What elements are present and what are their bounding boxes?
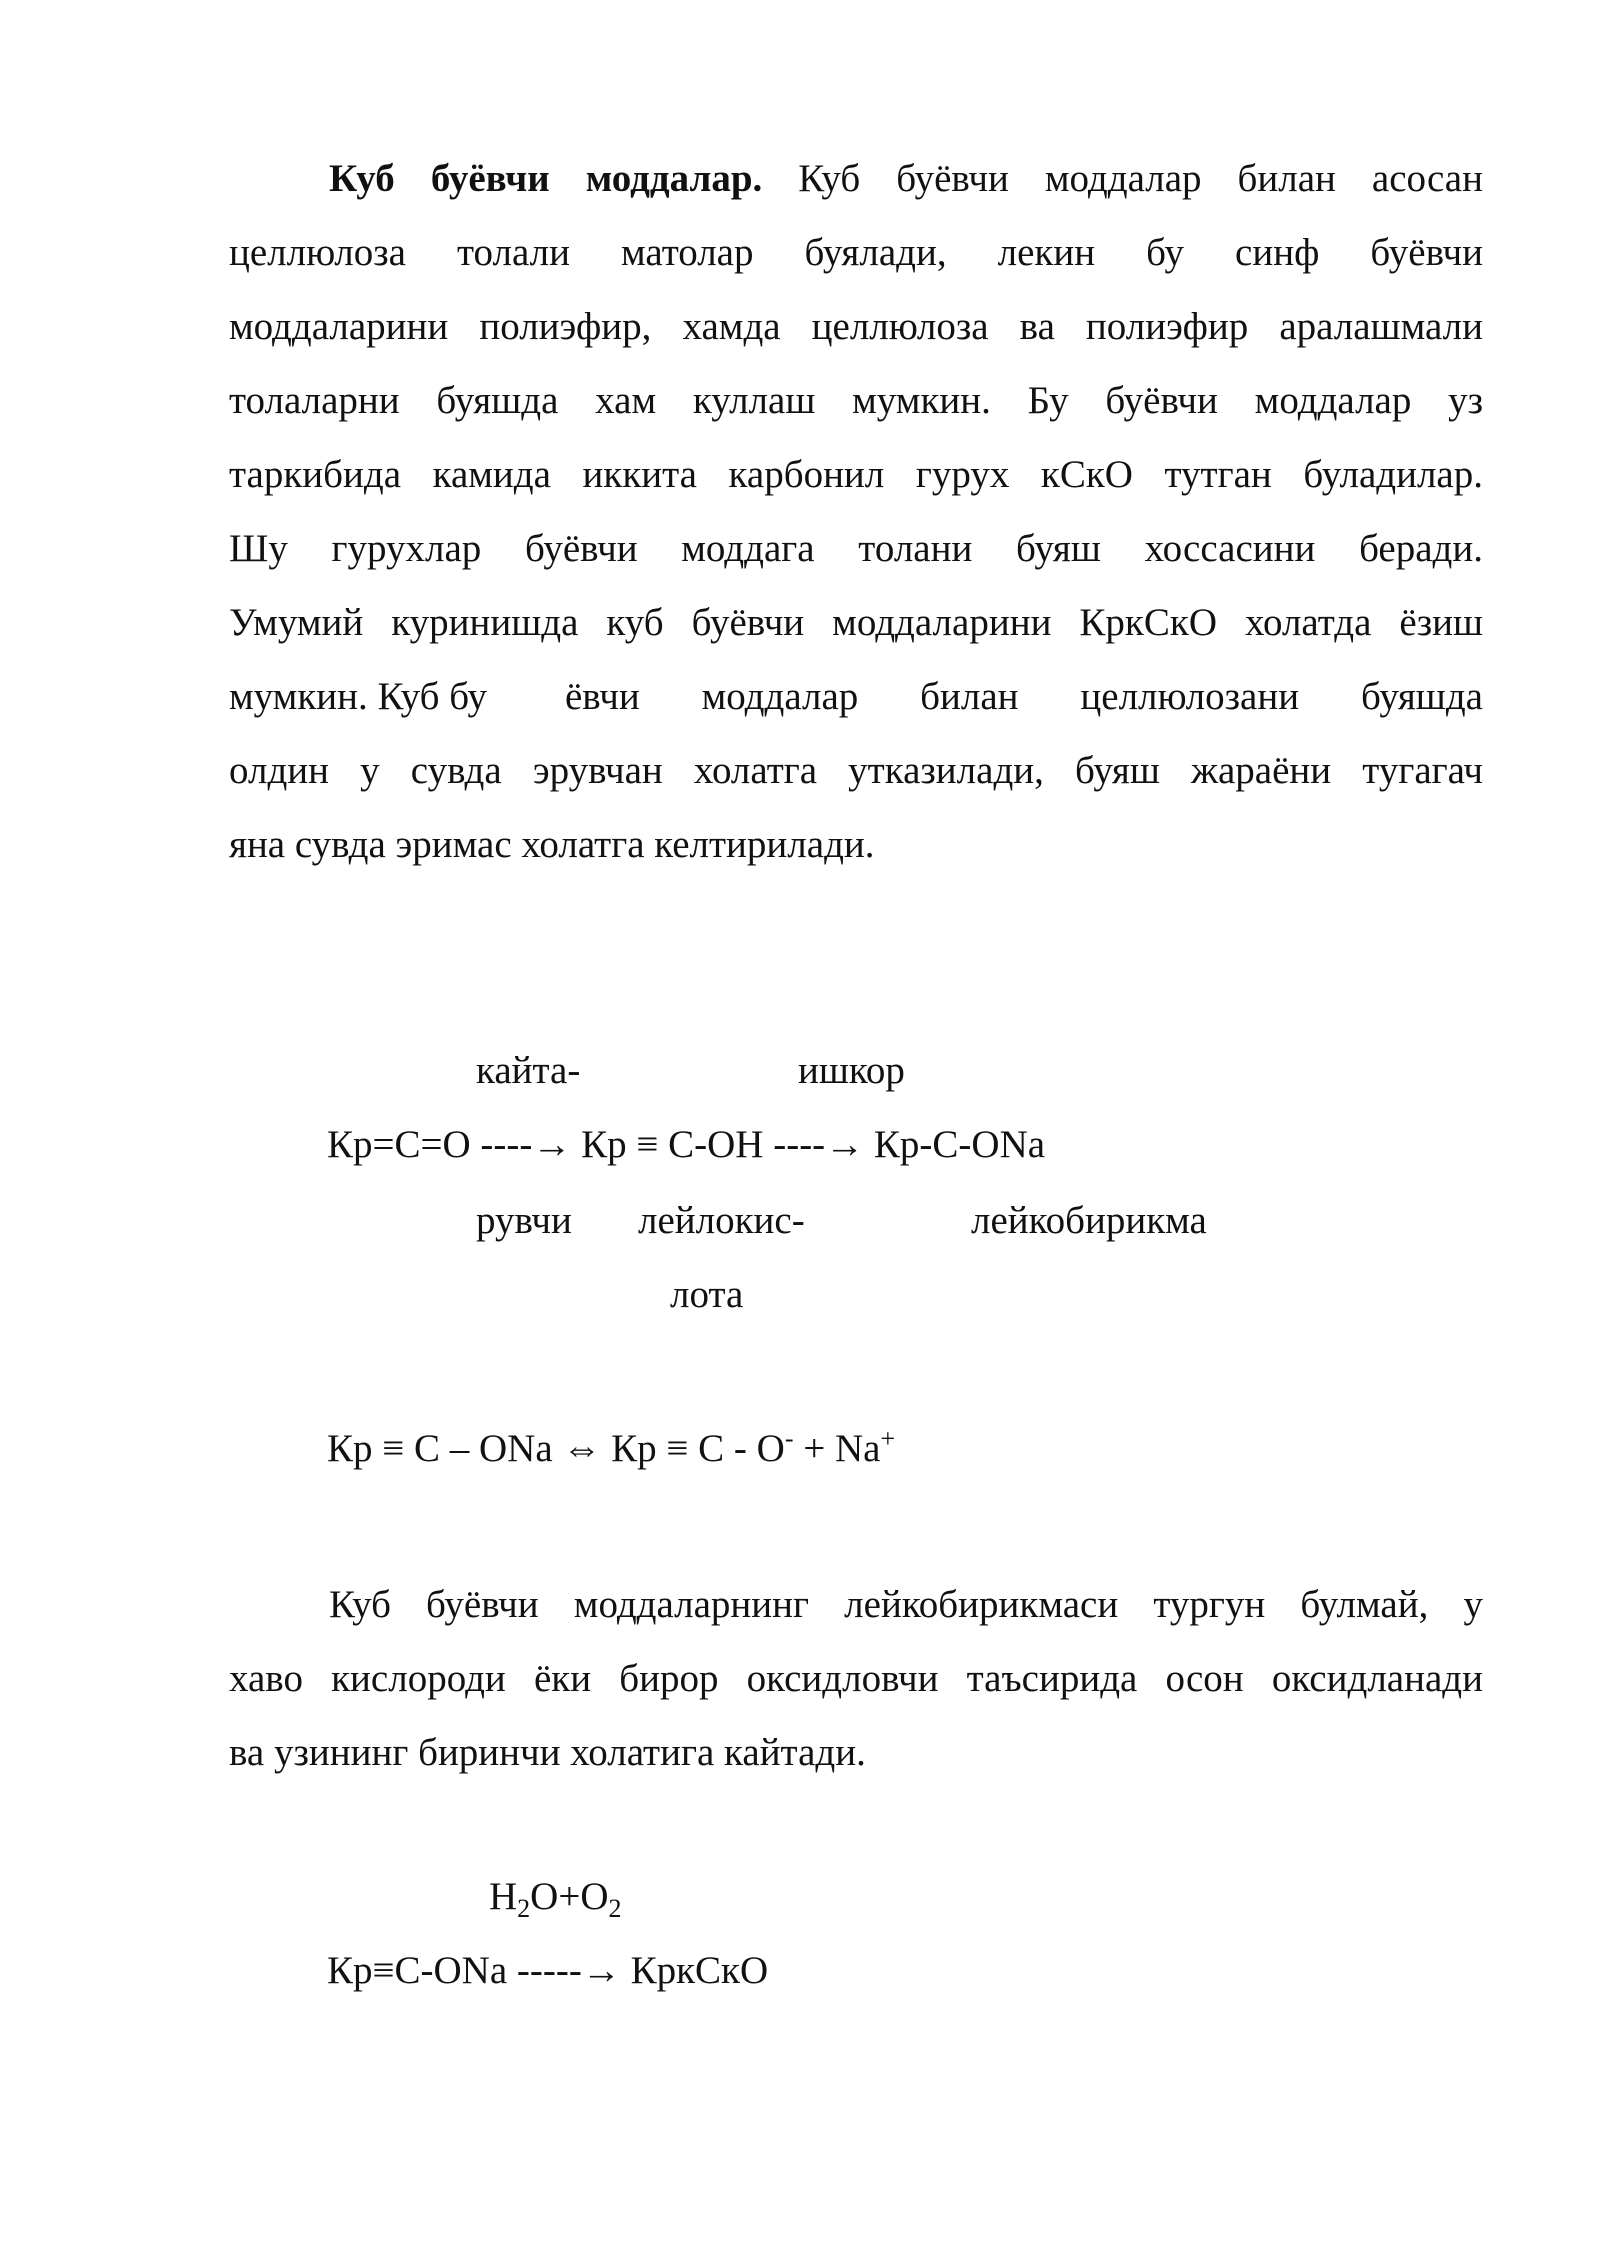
- reaction-equation: Кр≡С-ОNa -----→ КркСкО: [327, 1949, 769, 1992]
- section-heading: Куб буёвчи моддалар.: [329, 157, 763, 200]
- text-line: мумкин. Куб бу ёвчи моддалар билан целлюлозани буяшда: [229, 675, 1483, 718]
- text-line: ва узининг биринчи холатига кайтади.: [229, 1731, 866, 1774]
- text-line: олдин у сувда эрувчан холатга утказилади, буяш жараёни тугагач: [229, 749, 1483, 792]
- equilibrium-equation: Кр ≡ С – ОNa ⇔ Кр ≡ С - О- + Na+: [327, 1424, 896, 1470]
- text-line: Шу гурухлар буёвчи моддага толани буяш хоссасини беради.: [229, 527, 1483, 570]
- compound-label: лейлокис-: [638, 1199, 805, 1242]
- arrow-label-top: ишкор: [798, 1049, 905, 1092]
- text-line: Куб буёвчи моддалар. Куб буёвчи моддалар билан асосан: [329, 157, 1483, 200]
- text-line: таркибида камида иккита карбонил гурух кСкО тутган буладилар.: [229, 453, 1483, 496]
- text-line: Умумий куринишда куб буёвчи моддаларини КркСкО холатда ёзиш: [229, 601, 1483, 644]
- text-line: моддаларини полиэфир, хамда целлюлоза ва полиэфир аралашмали: [229, 305, 1483, 348]
- text-line: толаларни буяшда хам куллаш мумкин. Бу буёвчи моддалар уз: [229, 379, 1483, 422]
- compound-label: лейкобирикма: [971, 1199, 1207, 1242]
- text-line: хаво кислороди ёки бирор оксидловчи таъсирида осон оксидланади: [229, 1657, 1483, 1700]
- text-line: яна сувда эримас холатга келтирилади.: [229, 823, 875, 866]
- reaction-equation: Кр=С=О ----→ Кр ≡ С-ОН ----→ Кр-С-ОNa: [327, 1123, 1046, 1166]
- arrow-label-bottom: рувчи: [476, 1199, 572, 1242]
- arrow-label-top: кайта-: [476, 1049, 581, 1092]
- text-line: целлюлоза толали матолар буялади, лекин бу синф буёвчи: [229, 231, 1483, 274]
- compound-label: лота: [670, 1273, 744, 1316]
- text-line: Куб буёвчи моддаларнинг лейкобирикмаси тургун булмай, у: [329, 1583, 1483, 1626]
- reagent-label: $Н_2О+О_2$: [489, 1875, 622, 1923]
